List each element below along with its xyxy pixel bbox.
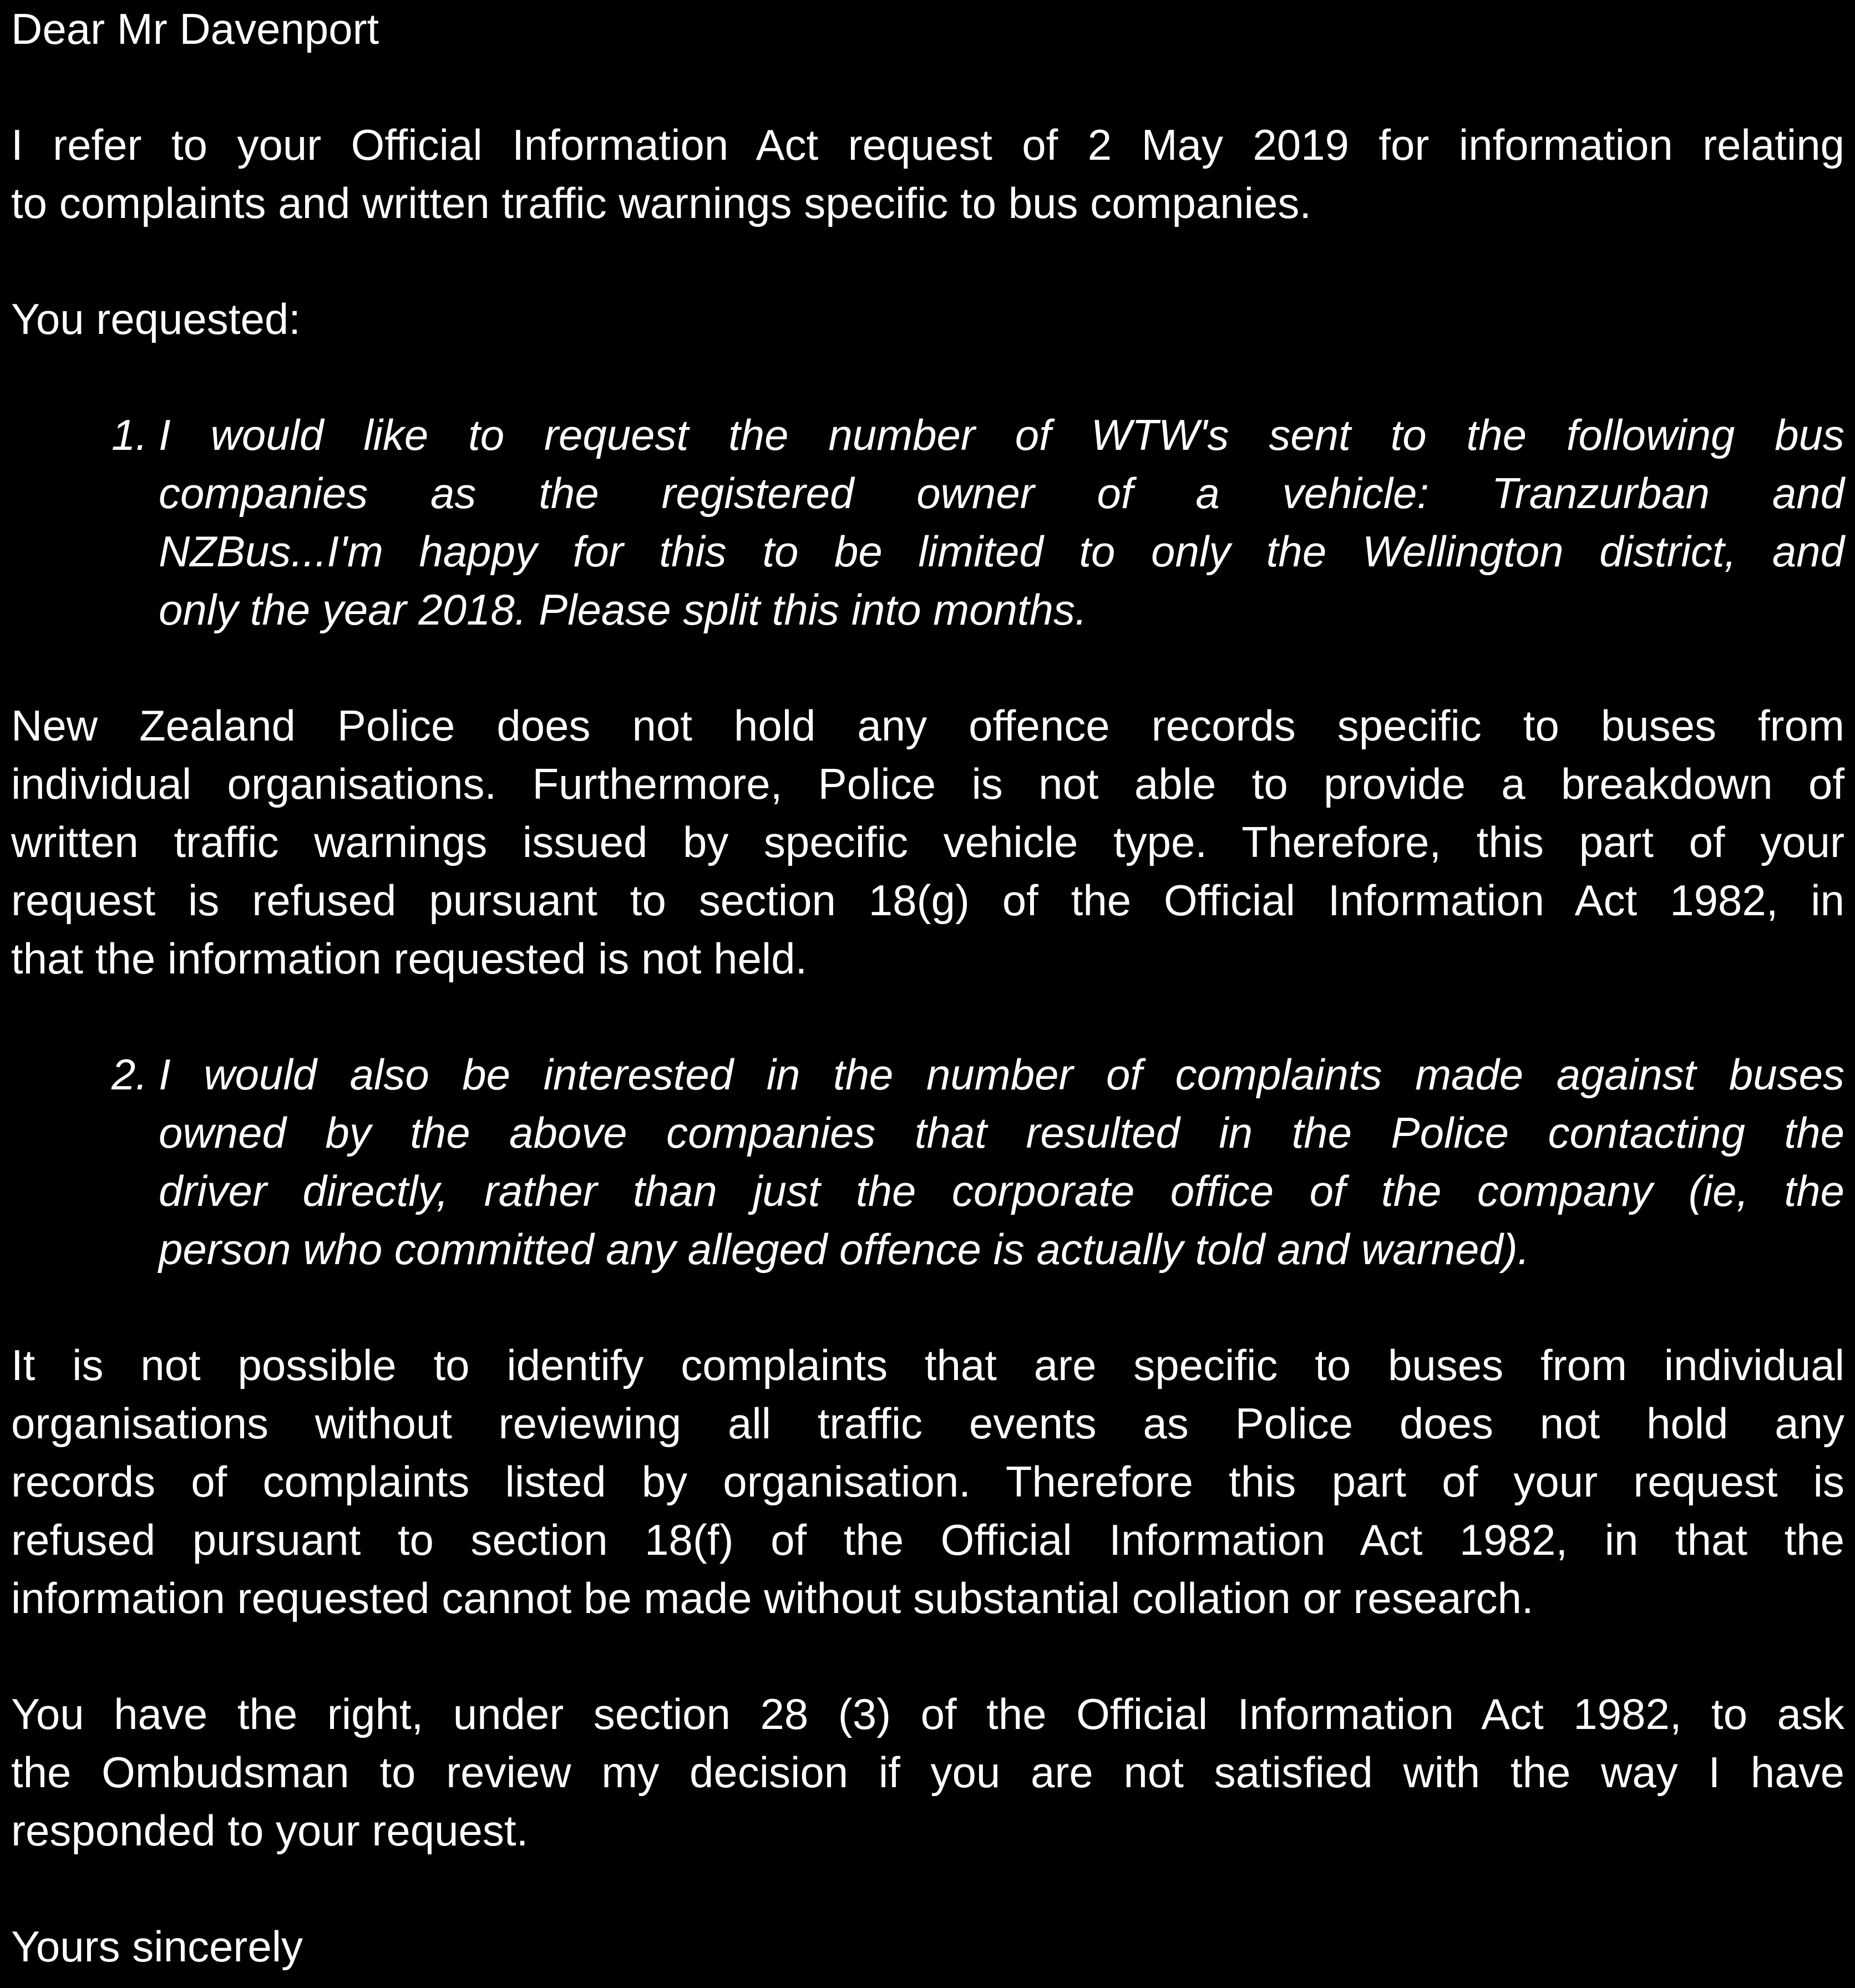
ombudsman-line: You have the right, under section 28 (3) of the Official Information Act 1982, to ask <box>11 1690 1844 1738</box>
request-line: I would like to request the number of WTW's sent to the following bus <box>159 410 1844 459</box>
response-paragraph-1 <box>11 697 1844 988</box>
intro-line: I refer to your Official Information Act request of 2 May 2019 for information relating <box>11 120 1844 169</box>
request-number: 1. <box>111 410 148 459</box>
you-requested-label <box>11 290 1844 348</box>
paragraph-gap <box>11 639 1844 697</box>
response-paragraph-2 <box>11 1336 1844 1627</box>
you-requested-line: You requested: <box>11 295 301 343</box>
paragraph-gap <box>11 988 1844 1046</box>
request-line: owned by the above companies that resulted in the Police contacting the <box>159 1108 1844 1157</box>
request-line: only the year 2018. Please split this into months. <box>159 585 1087 634</box>
response-line: It is not possible to identify complaints that are specific to buses from individual <box>11 1341 1844 1389</box>
letter-body <box>11 0 1844 1976</box>
request-line: NZBus...I'm happy for this to be limited to only the Wellington district, and <box>159 527 1844 576</box>
request-text <box>159 1046 1844 1279</box>
paragraph-gap <box>11 1627 1844 1685</box>
response-line: written traffic warnings issued by specific vehicle type. Therefore, this part of your <box>11 818 1844 866</box>
response-line: refused pursuant to section 18(f) of the Official Information Act 1982, in that the <box>11 1515 1844 1564</box>
greeting <box>11 0 1844 58</box>
request-number: 2. <box>111 1050 148 1099</box>
response-line: New Zealand Police does not hold any offence records specific to buses from <box>11 701 1844 750</box>
request-text <box>159 406 1844 639</box>
request-line: companies as the registered owner of a vehicle: Tranzurban and <box>159 469 1844 518</box>
paragraph-gap <box>11 1279 1844 1336</box>
ombudsman-line: responded to your request. <box>11 1806 529 1855</box>
response-line: organisations without reviewing all traffic events as Police does not hold any <box>11 1399 1844 1448</box>
response-line: individual organisations. Furthermore, Police is not able to provide a breakdown of <box>11 759 1844 808</box>
request-line: I would also be interested in the number of complaints made against buses <box>159 1050 1844 1099</box>
request-item-1 <box>11 406 1844 639</box>
response-line: request is refused pursuant to section 18(g) of the Official Information Act 1982, in <box>11 876 1844 925</box>
response-line: that the information requested is not held. <box>11 934 808 983</box>
ombudsman-line: the Ombudsman to review my decision if you are not satisfied with the way I have <box>11 1748 1844 1797</box>
intro-line: to complaints and written traffic warnings specific to bus companies. <box>11 179 1311 227</box>
response-line: information requested cannot be made without substantial collation or research. <box>11 1574 1534 1622</box>
request-item-2 <box>11 1046 1844 1279</box>
paragraph-gap <box>11 1860 1844 1918</box>
request-line: driver directly, rather than just the corporate office of the company (ie, the <box>159 1167 1844 1215</box>
response-line: records of complaints listed by organisation. Therefore this part of your request is <box>11 1457 1844 1506</box>
paragraph-gap <box>11 232 1844 290</box>
paragraph-gap <box>11 348 1844 406</box>
paragraph-gap <box>11 58 1844 116</box>
ombudsman-paragraph <box>11 1685 1844 1860</box>
closing <box>11 1918 1844 1976</box>
greeting-line: Dear Mr Davenport <box>11 4 379 53</box>
closing-line: Yours sincerely <box>11 1922 303 1971</box>
intro-paragraph <box>11 116 1844 232</box>
request-line: person who committed any alleged offence is actually told and warned). <box>159 1225 1530 1274</box>
